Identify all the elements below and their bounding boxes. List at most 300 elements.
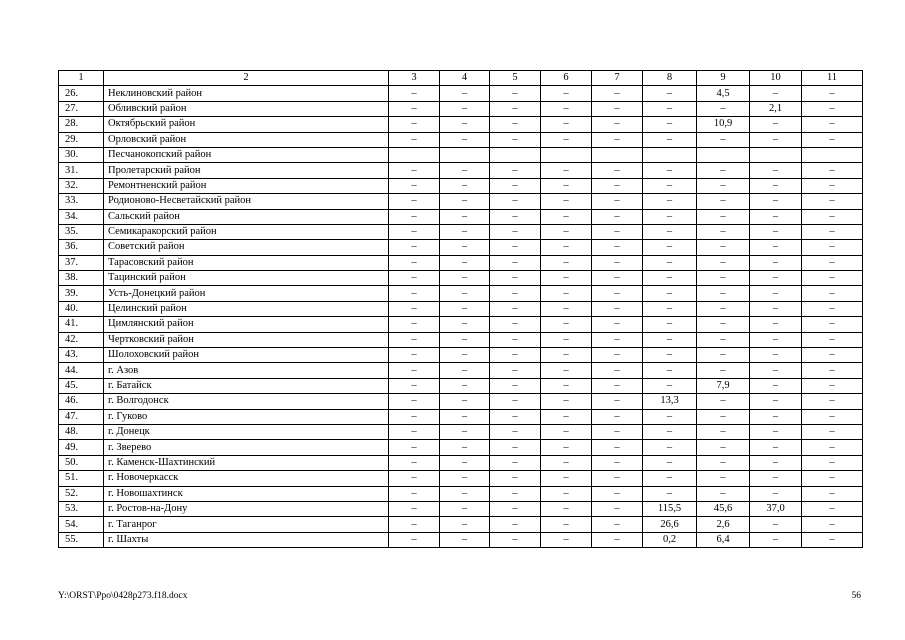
value-cell: 6,4	[697, 532, 750, 547]
value-cell: –	[490, 348, 541, 363]
value-cell: –	[490, 255, 541, 270]
table-row	[59, 455, 863, 470]
value-cell: –	[541, 86, 592, 101]
table-row	[59, 348, 863, 363]
value-cell: –	[541, 378, 592, 393]
value-cell: –	[389, 424, 440, 439]
value-cell: –	[592, 240, 643, 255]
value-cell: –	[389, 471, 440, 486]
header-cell: 8	[643, 71, 697, 86]
value-cell: –	[490, 532, 541, 547]
value-cell: –	[541, 209, 592, 224]
table-row	[59, 194, 863, 209]
value-cell: –	[389, 117, 440, 132]
value-cell: –	[440, 409, 490, 424]
value-cell: –	[440, 271, 490, 286]
value-cell: –	[750, 86, 802, 101]
value-cell: –	[490, 286, 541, 301]
value-cell: –	[643, 286, 697, 301]
value-cell: –	[697, 301, 750, 316]
value-cell: –	[697, 240, 750, 255]
row-number-cell: 50.	[59, 455, 104, 470]
value-cell: –	[389, 317, 440, 332]
value-cell: 10,9	[697, 117, 750, 132]
value-cell: –	[643, 255, 697, 270]
value-cell: –	[697, 317, 750, 332]
table-row	[59, 209, 863, 224]
value-cell: –	[389, 240, 440, 255]
row-number-cell: 48.	[59, 424, 104, 439]
row-number-cell: 38.	[59, 271, 104, 286]
value-cell: –	[440, 178, 490, 193]
value-cell: –	[490, 363, 541, 378]
value-cell: –	[643, 209, 697, 224]
district-name-cell: Песчанокопский район	[104, 147, 389, 162]
row-number-cell: 41.	[59, 317, 104, 332]
value-cell: –	[389, 517, 440, 532]
value-cell: –	[750, 455, 802, 470]
header-cell: 1	[59, 71, 104, 86]
value-cell	[643, 147, 697, 162]
value-cell: –	[389, 255, 440, 270]
value-cell: –	[541, 178, 592, 193]
value-cell: –	[592, 286, 643, 301]
district-name-cell: Тарасовский район	[104, 255, 389, 270]
table-body	[59, 71, 863, 548]
value-cell: –	[750, 486, 802, 501]
district-name-cell: Усть-Донецкий район	[104, 286, 389, 301]
value-cell: –	[592, 332, 643, 347]
value-cell: –	[802, 455, 863, 470]
value-cell: –	[802, 394, 863, 409]
value-cell: 37,0	[750, 501, 802, 516]
value-cell: –	[440, 486, 490, 501]
value-cell: –	[440, 517, 490, 532]
table-row	[59, 532, 863, 547]
district-name-cell: г. Ростов-на-Дону	[104, 501, 389, 516]
table-row	[59, 409, 863, 424]
value-cell: –	[389, 163, 440, 178]
table-row	[59, 501, 863, 516]
value-cell	[802, 147, 863, 162]
table-row	[59, 301, 863, 316]
value-cell: –	[592, 532, 643, 547]
district-name-cell: Целинский район	[104, 301, 389, 316]
value-cell: –	[592, 194, 643, 209]
value-cell: –	[490, 486, 541, 501]
value-cell: –	[697, 178, 750, 193]
value-cell: –	[643, 117, 697, 132]
value-cell: –	[541, 224, 592, 239]
district-name-cell: Цимлянский район	[104, 317, 389, 332]
value-cell: –	[592, 117, 643, 132]
value-cell: –	[592, 178, 643, 193]
value-cell: –	[592, 517, 643, 532]
value-cell: –	[592, 348, 643, 363]
value-cell: –	[643, 363, 697, 378]
row-number-cell: 55.	[59, 532, 104, 547]
row-number-cell: 28.	[59, 117, 104, 132]
value-cell: –	[697, 286, 750, 301]
value-cell: –	[592, 271, 643, 286]
page-number: 56	[851, 591, 861, 601]
value-cell: –	[802, 486, 863, 501]
value-cell: –	[750, 255, 802, 270]
header-cell: 10	[750, 71, 802, 86]
footer-file-path: Y:\ORST\Ppo\0428p273.f18.docx	[58, 591, 188, 601]
value-cell: –	[592, 317, 643, 332]
value-cell: –	[802, 332, 863, 347]
row-number-cell: 40.	[59, 301, 104, 316]
value-cell: –	[697, 255, 750, 270]
value-cell: –	[541, 286, 592, 301]
district-name-cell: г. Каменск-Шахтинский	[104, 455, 389, 470]
value-cell: –	[643, 332, 697, 347]
header-cell: 4	[440, 71, 490, 86]
value-cell: –	[750, 240, 802, 255]
value-cell: –	[697, 409, 750, 424]
row-number-cell: 47.	[59, 409, 104, 424]
table-row	[59, 424, 863, 439]
value-cell: –	[541, 532, 592, 547]
table-row	[59, 163, 863, 178]
district-name-cell: г. Новошахтинск	[104, 486, 389, 501]
value-cell: –	[389, 101, 440, 116]
table-row	[59, 101, 863, 116]
row-number-cell: 31.	[59, 163, 104, 178]
value-cell: –	[541, 471, 592, 486]
value-cell: –	[802, 378, 863, 393]
value-cell: –	[541, 271, 592, 286]
value-cell: –	[490, 378, 541, 393]
value-cell: –	[592, 486, 643, 501]
value-cell: –	[802, 348, 863, 363]
value-cell: –	[697, 363, 750, 378]
value-cell: –	[440, 348, 490, 363]
table-row	[59, 440, 863, 455]
value-cell: –	[697, 163, 750, 178]
value-cell: –	[440, 286, 490, 301]
value-cell: –	[440, 209, 490, 224]
value-cell: –	[697, 194, 750, 209]
value-cell: –	[802, 224, 863, 239]
value-cell: –	[643, 163, 697, 178]
value-cell: 13,3	[643, 394, 697, 409]
value-cell: –	[440, 424, 490, 439]
row-number-cell: 26.	[59, 86, 104, 101]
value-cell: –	[490, 209, 541, 224]
value-cell: –	[490, 517, 541, 532]
value-cell: 115,5	[643, 501, 697, 516]
value-cell: –	[802, 209, 863, 224]
value-cell: –	[697, 224, 750, 239]
value-cell: –	[490, 224, 541, 239]
value-cell: –	[541, 163, 592, 178]
value-cell: –	[440, 240, 490, 255]
value-cell	[592, 147, 643, 162]
district-name-cell: г. Таганрог	[104, 517, 389, 532]
district-name-cell: Ремонтненский район	[104, 178, 389, 193]
value-cell: –	[592, 394, 643, 409]
value-cell: –	[750, 286, 802, 301]
value-cell: –	[802, 440, 863, 455]
value-cell: –	[389, 532, 440, 547]
header-cell: 7	[592, 71, 643, 86]
value-cell: –	[643, 86, 697, 101]
table-row	[59, 132, 863, 147]
value-cell: –	[697, 332, 750, 347]
row-number-cell: 34.	[59, 209, 104, 224]
value-cell: –	[440, 301, 490, 316]
district-name-cell: г. Донецк	[104, 424, 389, 439]
value-cell: –	[697, 486, 750, 501]
value-cell: –	[643, 301, 697, 316]
row-number-cell: 35.	[59, 224, 104, 239]
value-cell: –	[440, 471, 490, 486]
value-cell: –	[440, 394, 490, 409]
value-cell: –	[440, 532, 490, 547]
district-name-cell: Неклиновский район	[104, 86, 389, 101]
value-cell: –	[802, 117, 863, 132]
district-name-cell: г. Батайск	[104, 378, 389, 393]
value-cell: –	[750, 394, 802, 409]
value-cell: –	[802, 255, 863, 270]
value-cell: –	[802, 101, 863, 116]
value-cell: –	[389, 486, 440, 501]
value-cell: –	[592, 101, 643, 116]
value-cell: –	[541, 409, 592, 424]
district-name-cell: г. Волгодонск	[104, 394, 389, 409]
value-cell: –	[592, 224, 643, 239]
value-cell: –	[802, 271, 863, 286]
value-cell: –	[592, 471, 643, 486]
value-cell	[490, 147, 541, 162]
value-cell: –	[750, 132, 802, 147]
row-number-cell: 49.	[59, 440, 104, 455]
value-cell: –	[490, 271, 541, 286]
district-name-cell: Семикаракорский район	[104, 224, 389, 239]
value-cell: –	[541, 455, 592, 470]
value-cell: –	[592, 424, 643, 439]
value-cell: –	[697, 132, 750, 147]
district-name-cell: г. Шахты	[104, 532, 389, 547]
row-number-cell: 43.	[59, 348, 104, 363]
value-cell: –	[541, 332, 592, 347]
value-cell: –	[802, 424, 863, 439]
value-cell: –	[750, 409, 802, 424]
value-cell: –	[541, 440, 592, 455]
value-cell: –	[750, 378, 802, 393]
value-cell: 4,5	[697, 86, 750, 101]
value-cell: –	[490, 455, 541, 470]
row-number-cell: 44.	[59, 363, 104, 378]
value-cell: –	[440, 224, 490, 239]
value-cell: –	[541, 240, 592, 255]
district-name-cell: г. Новочеркасск	[104, 471, 389, 486]
table-row	[59, 255, 863, 270]
row-number-cell: 53.	[59, 501, 104, 516]
value-cell: –	[697, 209, 750, 224]
value-cell: –	[490, 163, 541, 178]
table-row	[59, 271, 863, 286]
district-name-cell: Орловский район	[104, 132, 389, 147]
district-name-cell: Шолоховский район	[104, 348, 389, 363]
header-cell: 9	[697, 71, 750, 86]
table-row	[59, 332, 863, 347]
value-cell: –	[440, 132, 490, 147]
value-cell: –	[541, 117, 592, 132]
value-cell: –	[541, 255, 592, 270]
value-cell: –	[389, 224, 440, 239]
district-name-cell: Родионово-Несветайский район	[104, 194, 389, 209]
value-cell: –	[490, 101, 541, 116]
value-cell: –	[440, 317, 490, 332]
value-cell	[541, 147, 592, 162]
value-cell: 2,6	[697, 517, 750, 532]
value-cell: –	[490, 394, 541, 409]
value-cell	[697, 147, 750, 162]
value-cell: –	[490, 86, 541, 101]
value-cell: –	[592, 255, 643, 270]
value-cell: –	[643, 317, 697, 332]
value-cell: –	[541, 517, 592, 532]
value-cell: –	[541, 194, 592, 209]
value-cell: –	[697, 455, 750, 470]
value-cell: –	[750, 301, 802, 316]
value-cell: –	[389, 194, 440, 209]
district-name-cell: г. Азов	[104, 363, 389, 378]
value-cell	[389, 147, 440, 162]
row-number-cell: 36.	[59, 240, 104, 255]
value-cell: –	[541, 132, 592, 147]
district-name-cell: Сальский район	[104, 209, 389, 224]
value-cell: –	[440, 86, 490, 101]
value-cell: –	[541, 486, 592, 501]
value-cell	[440, 147, 490, 162]
value-cell: –	[440, 440, 490, 455]
value-cell: –	[592, 455, 643, 470]
value-cell: –	[490, 117, 541, 132]
value-cell: –	[389, 455, 440, 470]
value-cell: –	[389, 132, 440, 147]
value-cell: 26,6	[643, 517, 697, 532]
value-cell: –	[490, 409, 541, 424]
district-name-cell: Обливский район	[104, 101, 389, 116]
table-row	[59, 471, 863, 486]
value-cell: –	[643, 101, 697, 116]
value-cell: –	[643, 471, 697, 486]
row-number-cell: 39.	[59, 286, 104, 301]
value-cell: –	[750, 271, 802, 286]
value-cell: –	[802, 286, 863, 301]
value-cell: –	[389, 286, 440, 301]
value-cell	[750, 147, 802, 162]
value-cell: –	[389, 209, 440, 224]
value-cell: –	[389, 378, 440, 393]
value-cell: –	[490, 132, 541, 147]
value-cell: –	[592, 363, 643, 378]
row-number-cell: 52.	[59, 486, 104, 501]
value-cell: –	[643, 194, 697, 209]
district-name-cell: Тацинский район	[104, 271, 389, 286]
value-cell: –	[697, 471, 750, 486]
value-cell: –	[541, 317, 592, 332]
value-cell: –	[490, 471, 541, 486]
value-cell: –	[750, 532, 802, 547]
header-cell: 11	[802, 71, 863, 86]
value-cell: –	[802, 517, 863, 532]
row-number-cell: 29.	[59, 132, 104, 147]
value-cell: –	[697, 101, 750, 116]
value-cell: –	[389, 440, 440, 455]
value-cell: –	[389, 301, 440, 316]
row-number-cell: 46.	[59, 394, 104, 409]
row-number-cell: 37.	[59, 255, 104, 270]
value-cell: –	[697, 440, 750, 455]
value-cell: –	[643, 378, 697, 393]
value-cell: –	[750, 178, 802, 193]
value-cell: –	[643, 178, 697, 193]
table-row	[59, 240, 863, 255]
table-row	[59, 178, 863, 193]
row-number-cell: 51.	[59, 471, 104, 486]
value-cell: –	[802, 501, 863, 516]
header-cell: 6	[541, 71, 592, 86]
header-cell: 5	[490, 71, 541, 86]
table-row	[59, 86, 863, 101]
value-cell: –	[643, 271, 697, 286]
value-cell: –	[440, 101, 490, 116]
row-number-cell: 30.	[59, 147, 104, 162]
value-cell: –	[802, 86, 863, 101]
row-number-cell: 45.	[59, 378, 104, 393]
value-cell: –	[592, 301, 643, 316]
table-header-row	[59, 71, 863, 86]
value-cell: –	[750, 209, 802, 224]
value-cell: –	[802, 471, 863, 486]
table-row	[59, 224, 863, 239]
value-cell: –	[541, 363, 592, 378]
value-cell: 45,6	[697, 501, 750, 516]
value-cell: –	[440, 332, 490, 347]
value-cell: –	[643, 132, 697, 147]
district-name-cell: Октябрьский район	[104, 117, 389, 132]
row-number-cell: 32.	[59, 178, 104, 193]
table-row	[59, 317, 863, 332]
table-row	[59, 147, 863, 162]
row-number-cell: 27.	[59, 101, 104, 116]
value-cell: –	[440, 363, 490, 378]
value-cell: –	[592, 409, 643, 424]
value-cell: –	[440, 378, 490, 393]
value-cell: –	[592, 501, 643, 516]
value-cell: –	[750, 163, 802, 178]
value-cell: –	[643, 240, 697, 255]
value-cell: –	[592, 440, 643, 455]
value-cell: –	[643, 348, 697, 363]
value-cell: –	[643, 486, 697, 501]
value-cell: –	[490, 440, 541, 455]
value-cell: –	[490, 501, 541, 516]
value-cell: –	[490, 240, 541, 255]
value-cell: –	[697, 394, 750, 409]
value-cell: –	[802, 132, 863, 147]
table-row	[59, 117, 863, 132]
value-cell: –	[490, 317, 541, 332]
value-cell: –	[389, 86, 440, 101]
district-name-cell: г. Зверево	[104, 440, 389, 455]
value-cell: –	[389, 332, 440, 347]
